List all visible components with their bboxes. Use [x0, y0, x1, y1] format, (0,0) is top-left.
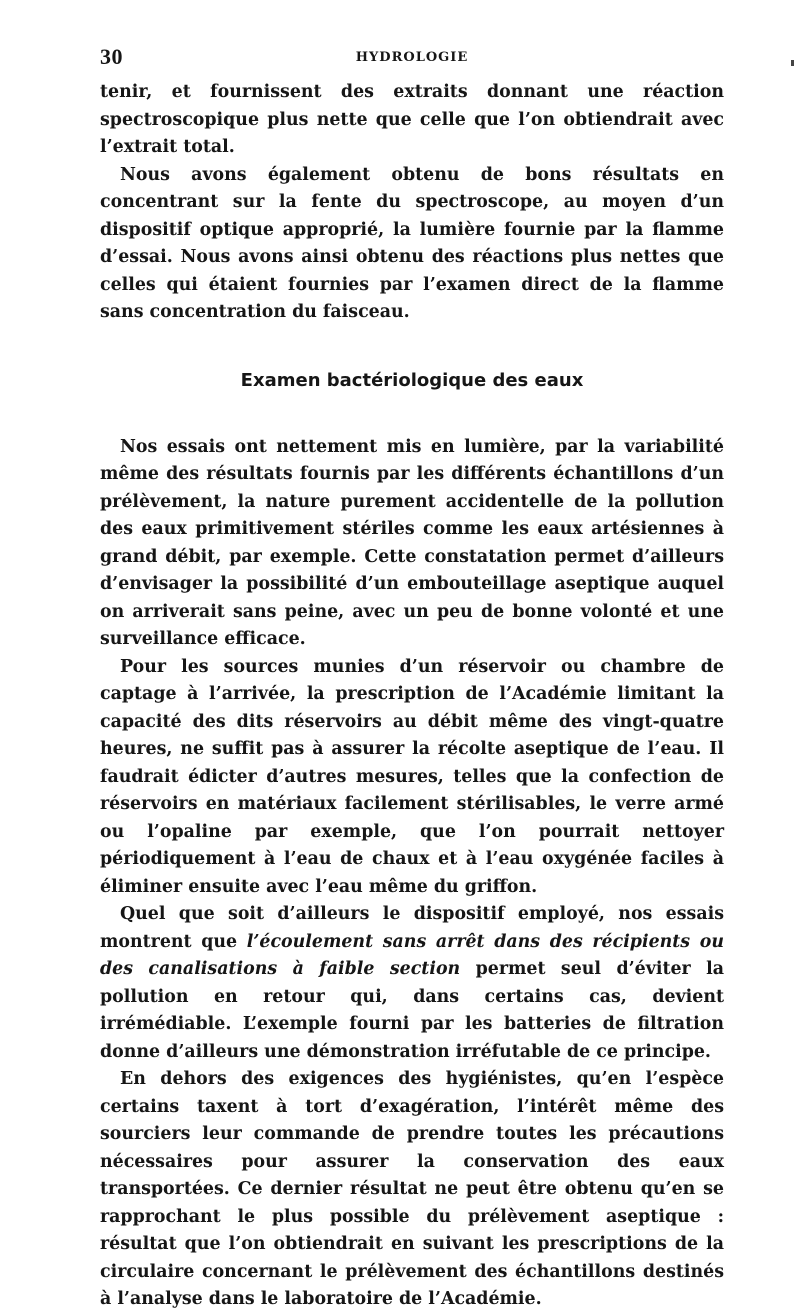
page-header: [100, 44, 724, 74]
body-text: [100, 79, 724, 1314]
paragraph-continuation: tenir, et fournissent des extraits donnant une réaction spectroscopique plus nette que celle que l’on obtiendrait avec l’extrait total.: [100, 82, 724, 157]
margin-mark: [791, 60, 794, 66]
paragraph-essais: Nos essais ont nettement mis en lumière, par la variabilité même des résultats fournis par les différents échantillons d’un prélèvement, la nature purement accidentelle de la pollution des eaux primitivement stériles comme les eaux artésiennes à grand débit, par exemple. Cette constatation permet d’ailleurs d’envisager la possibilité d’un embouteillage aseptique auquel on arriverait sans peine, avec un peu de bonne volonté et une surveillance efficace.: [100, 436, 724, 649]
paragraph-hygienistes: En dehors des exigences des hygiénistes, qu’en l’espèce certains taxent à tort d’exagération, l’intérêt même des sourciers leur commande de prendre toutes les précautions nécessaires pour assurer la conservation des eaux transportées. Ce dernier résultat ne peut être obtenu qu’en se rapprochant le plus possible du prélèvement aseptique : résultat que l’on obtiendrait en suivant les prescriptions de la circulaire concernant le prélèvement des échantillons destinés à l’analyse dans le laboratoire de l’Académie.: [100, 1069, 724, 1309]
paragraph-dispositif: [100, 901, 724, 1066]
paragraph-spectroscope: Nous avons également obtenu de bons résultats en concentrant sur la fente du spectroscope, au moyen d’un dispositif optique approprié, la lumière fournie par la flamme d’essai. Nous avons ainsi obtenu des réactions plus nettes que celles qui étaient fournies par l’examen direct de la flamme sans concentration du faisceau.: [100, 164, 724, 322]
page-number: 30: [100, 44, 123, 69]
section-heading: Examen bactériologique des eaux: [240, 369, 584, 391]
emphasis-ecoulement: l’écoulement sans arrêt dans des récipients ou des canalisations à faible section: [100, 931, 724, 979]
running-title: HYDROLOGIE: [355, 50, 469, 65]
paragraph-dispositif-end: permet seul d’éviter la pollution en retour qui, dans certains cas, devient irrémédiable. L’exemple fourni par les batteries de filtration donne d’ailleurs une démonstration irréfutable de ce principe.: [100, 959, 724, 1062]
paragraph-dispositif-start: Quel que soit d’ailleurs le dispositif employé, nos essais montrent que: [100, 904, 724, 952]
paragraph-reservoirs: Pour les sources munies d’un réservoir ou chambre de captage à l’arrivée, la prescription de l’Académie limitant la capacité des dits réservoirs au débit même des vingt-quatre heures, ne suffit pas à assurer la récolte aseptique de l’eau. Il faudrait édicter d’autres mesures, telles que la confection de réservoirs en matériaux facilement stérilisables, le verre armé ou l’opaline par exemple, que l’on pourrait nettoyer périodiquement à l’eau de chaux et à l’eau oxygénée faciles à éliminer ensuite avec l’eau même du griffon.: [100, 656, 724, 897]
